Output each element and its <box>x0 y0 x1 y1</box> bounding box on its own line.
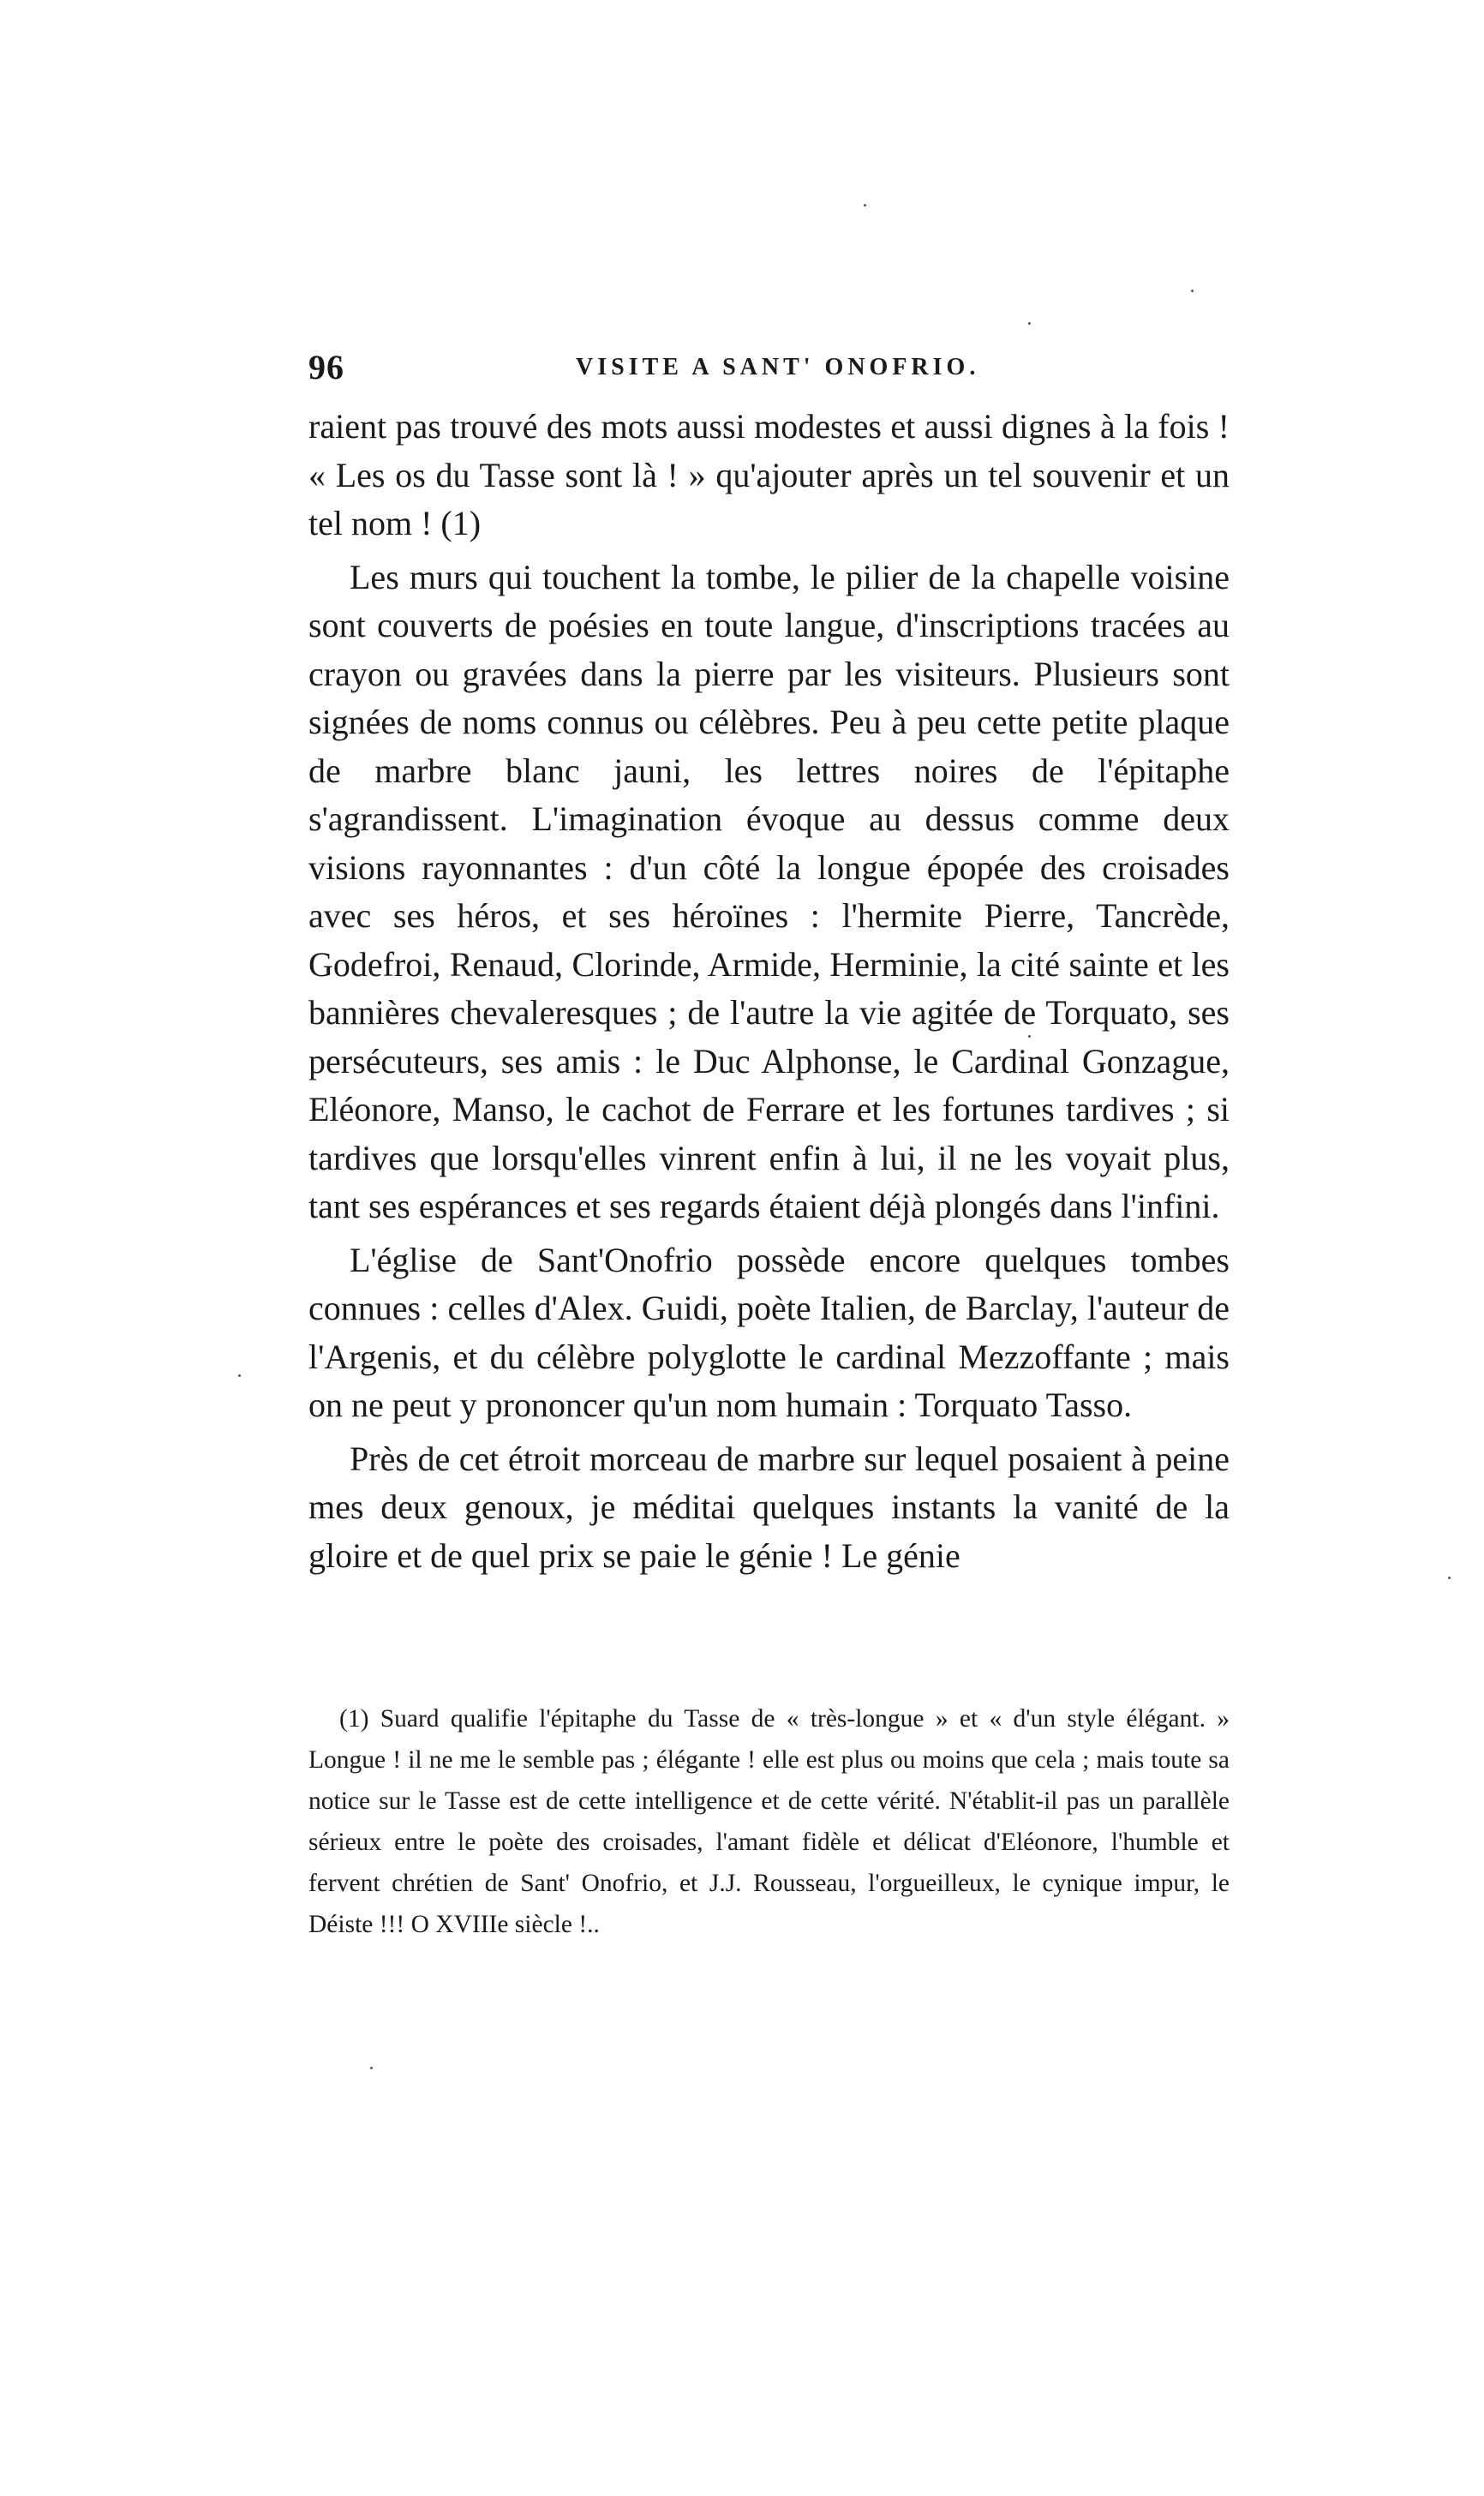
paper-speck <box>1028 1035 1031 1038</box>
paragraph: Les murs qui touchent la tombe, le pilier de la chapelle voisine sont couverts de poésies en toute langue, d'inscriptions tracées au crayon ou gravées dans la pierre par les visiteurs. Plusieurs sont signées de noms connus ou célèbres. Peu à peu cette petite plaque de marbre blanc jauni, les lettres noires de l'épitaphe s'agrandissent. L'imagination évoque au dessus comme deux visions rayonnantes : d'un côté la longue épopée des croisades avec ses héros, et ses héroïnes : l'hermite Pierre, Tancrède, Godefroi, Renaud, Clorinde, Armide, Herminie, la cité sainte et les bannières chevaleresques ; de l'autre la vie agitée de Torquato, ses persécuteurs, ses amis : le Duc Alphonse, le Cardinal Gonzague, Eléonore, Manso, le cachot de Ferrare et les fortunes tardives ; si tardives que lorsqu'elles vinrent enfin à lui, il ne les voyait plus, tant ses espérances et ses regards étaient déjà plongés dans l'infini. <box>308 557 1230 1225</box>
paper-speck <box>238 1374 241 1377</box>
body-text <box>308 403 1230 1580</box>
paper-speck <box>1448 1577 1451 1579</box>
paper-speck <box>864 204 866 207</box>
footnote: (1) Suard qualifie l'épitaphe du Tasse de « très-longue » et « d'un style élégant. » Longue ! il ne me le semble pas ; élégante ! elle est plus ou moins que cela ; mais toute sa notice sur le Tasse est de cette intelligence et de cette vérité. N'établit-il pas un parallèle sérieux entre le poète des croisades, l'amant fidèle et délicat d'Eléonore, l'humble et fervent chrétien de Sant' Onofrio, et J.J. Rousseau, l'orgueilleux, le cynique impur, le Déiste !!! O XVIIIe siècle !.. <box>308 1705 1230 1938</box>
paragraph: L'église de Sant'Onofrio possède encore quelques tombes connues : celles d'Alex. Guidi, poète Italien, de Barclay, l'auteur de l'Argenis, et du célèbre polyglotte le cardinal Mezzoffante ; mais on ne peut y prononcer qu'un nom humain : Torquato Tasso. <box>308 1240 1230 1424</box>
paper-speck <box>1191 290 1194 292</box>
running-title: VISITE A SANT' ONOFRIO. <box>576 354 980 380</box>
paper-speck <box>1028 322 1031 325</box>
page-number: 96 <box>308 348 344 386</box>
page-header <box>308 347 1230 390</box>
paragraph: raient pas trouvé des mots aussi modestes et aussi dignes à la fois ! « Les os du Tasse sont là ! » qu'ajouter après un tel souvenir et un tel nom ! (1) <box>308 407 1230 542</box>
paper-speck <box>370 2067 373 2069</box>
paragraph: Près de cet étroit morceau de marbre sur lequel posaient à peine mes deux genoux, je méditai quelques instants la vanité de la gloire et de quel prix se paie le génie ! Le génie <box>308 1439 1230 1575</box>
